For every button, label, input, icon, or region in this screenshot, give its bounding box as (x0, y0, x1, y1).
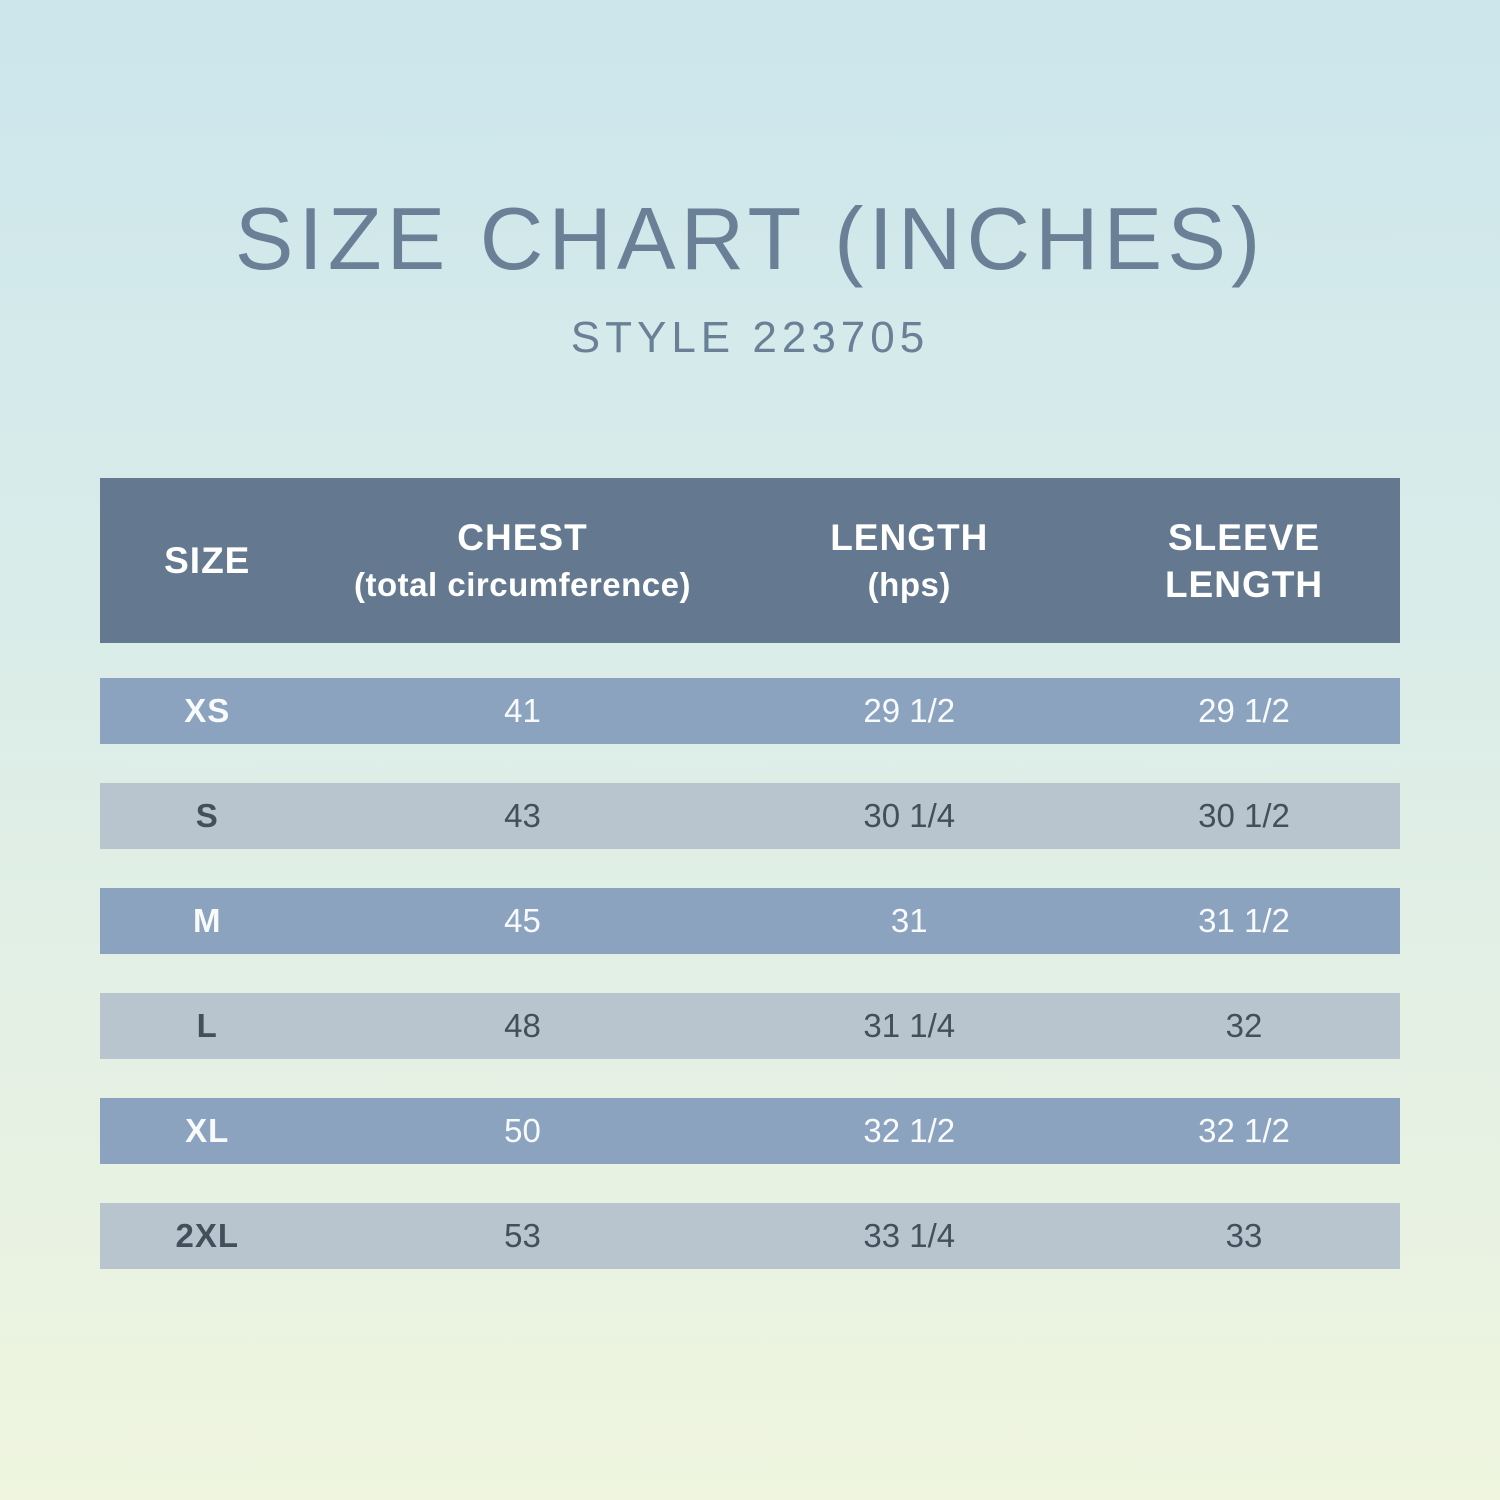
table-row (100, 1098, 1400, 1164)
cell-size: S (195, 797, 219, 834)
cell-sleeve: 33 (1225, 1217, 1263, 1254)
table-row (100, 993, 1400, 1059)
column-header-sleeve-sublabel: LENGTH (1164, 563, 1324, 605)
cell-sleeve: 31 1/2 (1198, 902, 1290, 939)
cell-chest: 53 (504, 1217, 541, 1254)
column-header-size (100, 478, 315, 643)
table-row (100, 783, 1400, 849)
cell-size: 2XL (175, 1217, 240, 1254)
cell-length: 32 1/2 (863, 1112, 956, 1149)
cell-sleeve: 32 (1225, 1007, 1263, 1044)
column-header-length-label: LENGTH (830, 516, 989, 558)
table-body (100, 678, 1400, 1269)
column-header-size-label: SIZE (164, 540, 251, 581)
column-header-chest-sublabel: (total circumference) (354, 565, 691, 603)
column-header-length (731, 478, 1089, 643)
table-header-row (100, 478, 1400, 643)
cell-length: 31 (890, 902, 928, 939)
cell-size: XL (185, 1112, 230, 1149)
cell-chest: 45 (504, 902, 541, 939)
table-row (100, 1203, 1400, 1269)
column-header-sleeve-label: SLEEVE (1168, 516, 1320, 558)
cell-sleeve: 30 1/2 (1198, 797, 1290, 834)
table-row (100, 678, 1400, 744)
cell-sleeve: 29 1/2 (1198, 692, 1290, 729)
cell-size: XS (184, 692, 231, 729)
cell-size: M (193, 902, 222, 939)
cell-length: 31 1/4 (863, 1007, 956, 1044)
cell-length: 30 1/4 (863, 797, 956, 834)
cell-chest: 48 (504, 1007, 541, 1044)
cell-chest: 41 (504, 692, 541, 729)
cell-sleeve: 32 1/2 (1198, 1112, 1290, 1149)
cell-chest: 43 (504, 797, 541, 834)
cell-length: 29 1/2 (863, 692, 956, 729)
column-header-chest (315, 478, 731, 643)
size-table (100, 478, 1400, 1269)
table-row (100, 888, 1400, 954)
cell-chest: 50 (504, 1112, 541, 1149)
column-header-sleeve (1088, 478, 1400, 643)
page-title: SIZE CHART (INCHES) (234, 189, 1266, 288)
style-number: STYLE 223705 (570, 313, 930, 362)
cell-length: 33 1/4 (863, 1217, 956, 1254)
column-header-chest-label: CHEST (457, 516, 588, 558)
column-header-length-sublabel: (hps) (867, 565, 951, 603)
cell-size: L (196, 1007, 218, 1044)
